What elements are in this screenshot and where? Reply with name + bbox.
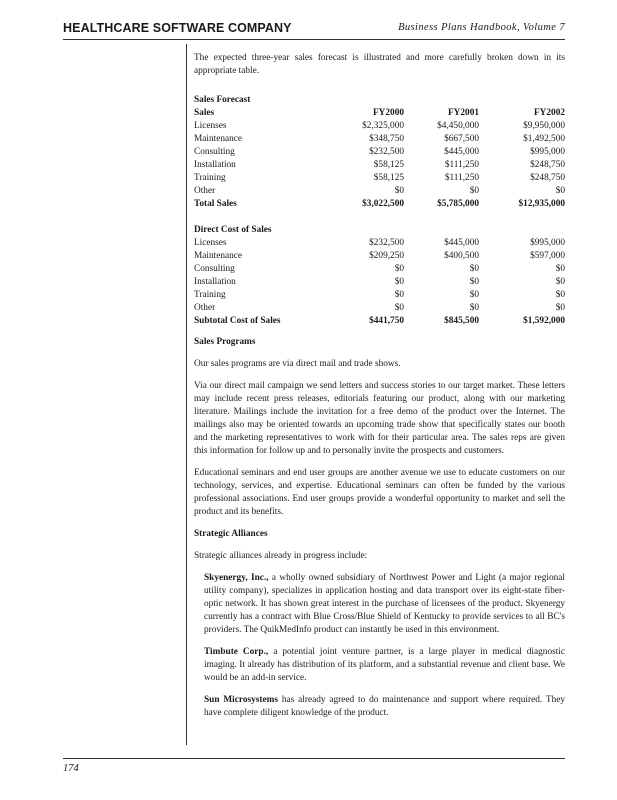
cost-subtotal-cell: $845,500	[444, 316, 479, 326]
cost-row	[194, 263, 565, 276]
direct-cost-table	[194, 237, 565, 328]
footer-rule	[63, 758, 565, 759]
cost-cell: $0	[555, 277, 565, 287]
cost-cell: $0	[555, 303, 565, 313]
sales-row	[194, 172, 565, 185]
direct-cost-title: Direct Cost of Sales	[194, 225, 272, 235]
strategic-alliances-title: Strategic Alliances	[194, 529, 268, 539]
cost-cell: $0	[469, 277, 479, 287]
alliance-name: Skyenergy, Inc.,	[204, 573, 269, 583]
sales-cell: $1,492,500	[523, 134, 565, 144]
alliance-description: a potential joint venture partner, is a large player in medical diagnostic imaging. It already has distribution of its platform, and a substantial revenue and client base. We would be an add-in service.	[204, 647, 565, 683]
cost-subtotal-cell: $1,592,000	[523, 316, 565, 326]
sales-cell: $4,450,000	[437, 121, 479, 131]
page-number: 174	[63, 763, 79, 774]
cost-cell: $209,250	[369, 251, 404, 261]
cost-cell: $995,000	[530, 238, 565, 248]
cost-row	[194, 237, 565, 250]
alliance-paragraph	[204, 694, 565, 720]
intro-paragraph: The expected three-year sales forecast is illustrated and more carefully broken down in its appropriate table.	[194, 53, 565, 76]
cost-cell: $0	[394, 277, 404, 287]
sales-cell: Maintenance	[194, 134, 243, 144]
sales-cell: $995,000	[530, 147, 565, 157]
alliance-list	[194, 572, 565, 720]
cost-cell: $0	[394, 303, 404, 313]
sales-total-cell: Total Sales	[194, 199, 237, 209]
cost-cell: $232,500	[369, 238, 404, 248]
sales-cell: Installation	[194, 160, 236, 170]
alliances-intro: Strategic alliances already in progress include:	[194, 551, 368, 561]
margin-rule	[186, 44, 187, 745]
sales-cell: $348,750	[369, 134, 404, 144]
header-book-title: Business Plans Handbook, Volume 7	[398, 22, 565, 33]
cost-cell: $0	[469, 303, 479, 313]
forecast-header-cell: FY2002	[534, 108, 565, 118]
sales-cell: $0	[555, 186, 565, 196]
cost-cell: $0	[469, 290, 479, 300]
alliance-description: a wholly owned subsidiary of Northwest Power and Light (a major regional utility company), specializes in application hosting and data transport over its eight-state fiber-optic network. It has shown great interest in the purchase of licensees of the product. Skyenergy currently has a contract with Blue Cross/Blue Shield of Kentucky to provide services to all BC's providers. The QuikMedInfo product can instantly be used in this environment.	[204, 573, 565, 635]
sales-cell: $58,125	[373, 160, 404, 170]
forecast-header-cell: FY2000	[373, 108, 404, 118]
cost-subtotal-cell: $441,750	[369, 316, 404, 326]
alliance-name: Timbute Corp.,	[204, 647, 269, 657]
cost-cell: Consulting	[194, 264, 235, 274]
forecast-header-cell: FY2001	[448, 108, 479, 118]
alliance-item	[204, 572, 565, 637]
programs-paragraph-2: Via our direct mail campaign we send letters and success stories to our target market. These letters may include recent press releases, editorials featuring our product, along with our marketing literature. Mailings include the invitation for a free demo of the product over the Internet. The mailings also may be oriented towards an upcoming trade show that specifically states our booth and the marketing representatives to work with for their particular area. The sales reps are given this information for follow up and to personally invite the prospects and customers.	[194, 381, 565, 456]
sales-total-cell: $12,935,000	[518, 199, 565, 209]
cost-cell: $0	[469, 264, 479, 274]
sales-programs-title: Sales Programs	[194, 337, 256, 347]
sales-cell: $0	[469, 186, 479, 196]
sales-row	[194, 133, 565, 146]
alliance-item	[204, 694, 565, 720]
cost-cell: $445,000	[444, 238, 479, 248]
sales-row	[194, 120, 565, 133]
cost-cell: Installation	[194, 277, 236, 287]
alliance-description: has already agreed to do maintenance and support where required. They have complete diligent knowledge of the product.	[204, 695, 565, 718]
sales-row	[194, 159, 565, 172]
sales-forecast-table	[194, 107, 565, 211]
cost-subtotal-row	[194, 315, 565, 328]
cost-cell: Other	[194, 303, 216, 313]
cost-cell: Training	[194, 290, 226, 300]
cost-row	[194, 250, 565, 263]
forecast-header-cell: Sales	[194, 108, 215, 118]
forecast-header-row	[194, 107, 565, 120]
cost-row	[194, 302, 565, 315]
sales-total-cell: $5,785,000	[437, 199, 479, 209]
cost-cell: $597,000	[530, 251, 565, 261]
cost-subtotal-cell: Subtotal Cost of Sales	[194, 316, 281, 326]
sales-cell: $248,750	[530, 173, 565, 183]
running-header	[63, 21, 565, 40]
sales-cell: Licenses	[194, 121, 227, 131]
cost-cell: Maintenance	[194, 251, 243, 261]
cost-cell: $0	[394, 264, 404, 274]
sales-cell: $111,250	[444, 160, 479, 170]
sales-cell: $667,500	[444, 134, 479, 144]
cost-cell: $0	[394, 290, 404, 300]
sales-cell: Other	[194, 186, 216, 196]
sales-total-cell: $3,022,500	[362, 199, 404, 209]
sales-row	[194, 146, 565, 159]
sales-cell: $445,000	[444, 147, 479, 157]
sales-cell: $248,750	[530, 160, 565, 170]
sales-cell: Consulting	[194, 147, 235, 157]
alliance-name: Sun Microsystems	[204, 695, 278, 705]
sales-cell: $0	[394, 186, 404, 196]
cost-cell: Licenses	[194, 238, 227, 248]
sales-cell: $9,950,000	[523, 121, 565, 131]
sales-cell: $232,500	[369, 147, 404, 157]
header-company-name: HEALTHCARE SOFTWARE COMPANY	[63, 21, 292, 35]
cost-row	[194, 289, 565, 302]
alliance-paragraph	[204, 646, 565, 685]
cost-row	[194, 276, 565, 289]
page-body	[194, 52, 565, 729]
cost-cell: $400,500	[444, 251, 479, 261]
alliance-item	[204, 646, 565, 685]
sales-row	[194, 185, 565, 198]
forecast-title: Sales Forecast	[194, 95, 251, 105]
sales-cell: $58,125	[373, 173, 404, 183]
programs-paragraph-1: Our sales programs are via direct mail and trade shows.	[194, 359, 401, 369]
cost-cell: $0	[555, 264, 565, 274]
sales-total-row	[194, 198, 565, 211]
cost-cell: $0	[555, 290, 565, 300]
programs-paragraph-3: Educational seminars and end user groups are another avenue we use to educate customers on our technology, services, and expertise. Educational seminars can often be funded by the various professional associations. End user groups provide a wonderful opportunity to market and sell the product and its benefits.	[194, 468, 565, 517]
sales-cell: Training	[194, 173, 226, 183]
alliance-paragraph	[204, 572, 565, 637]
sales-cell: $2,325,000	[362, 121, 404, 131]
sales-cell: $111,250	[444, 173, 479, 183]
